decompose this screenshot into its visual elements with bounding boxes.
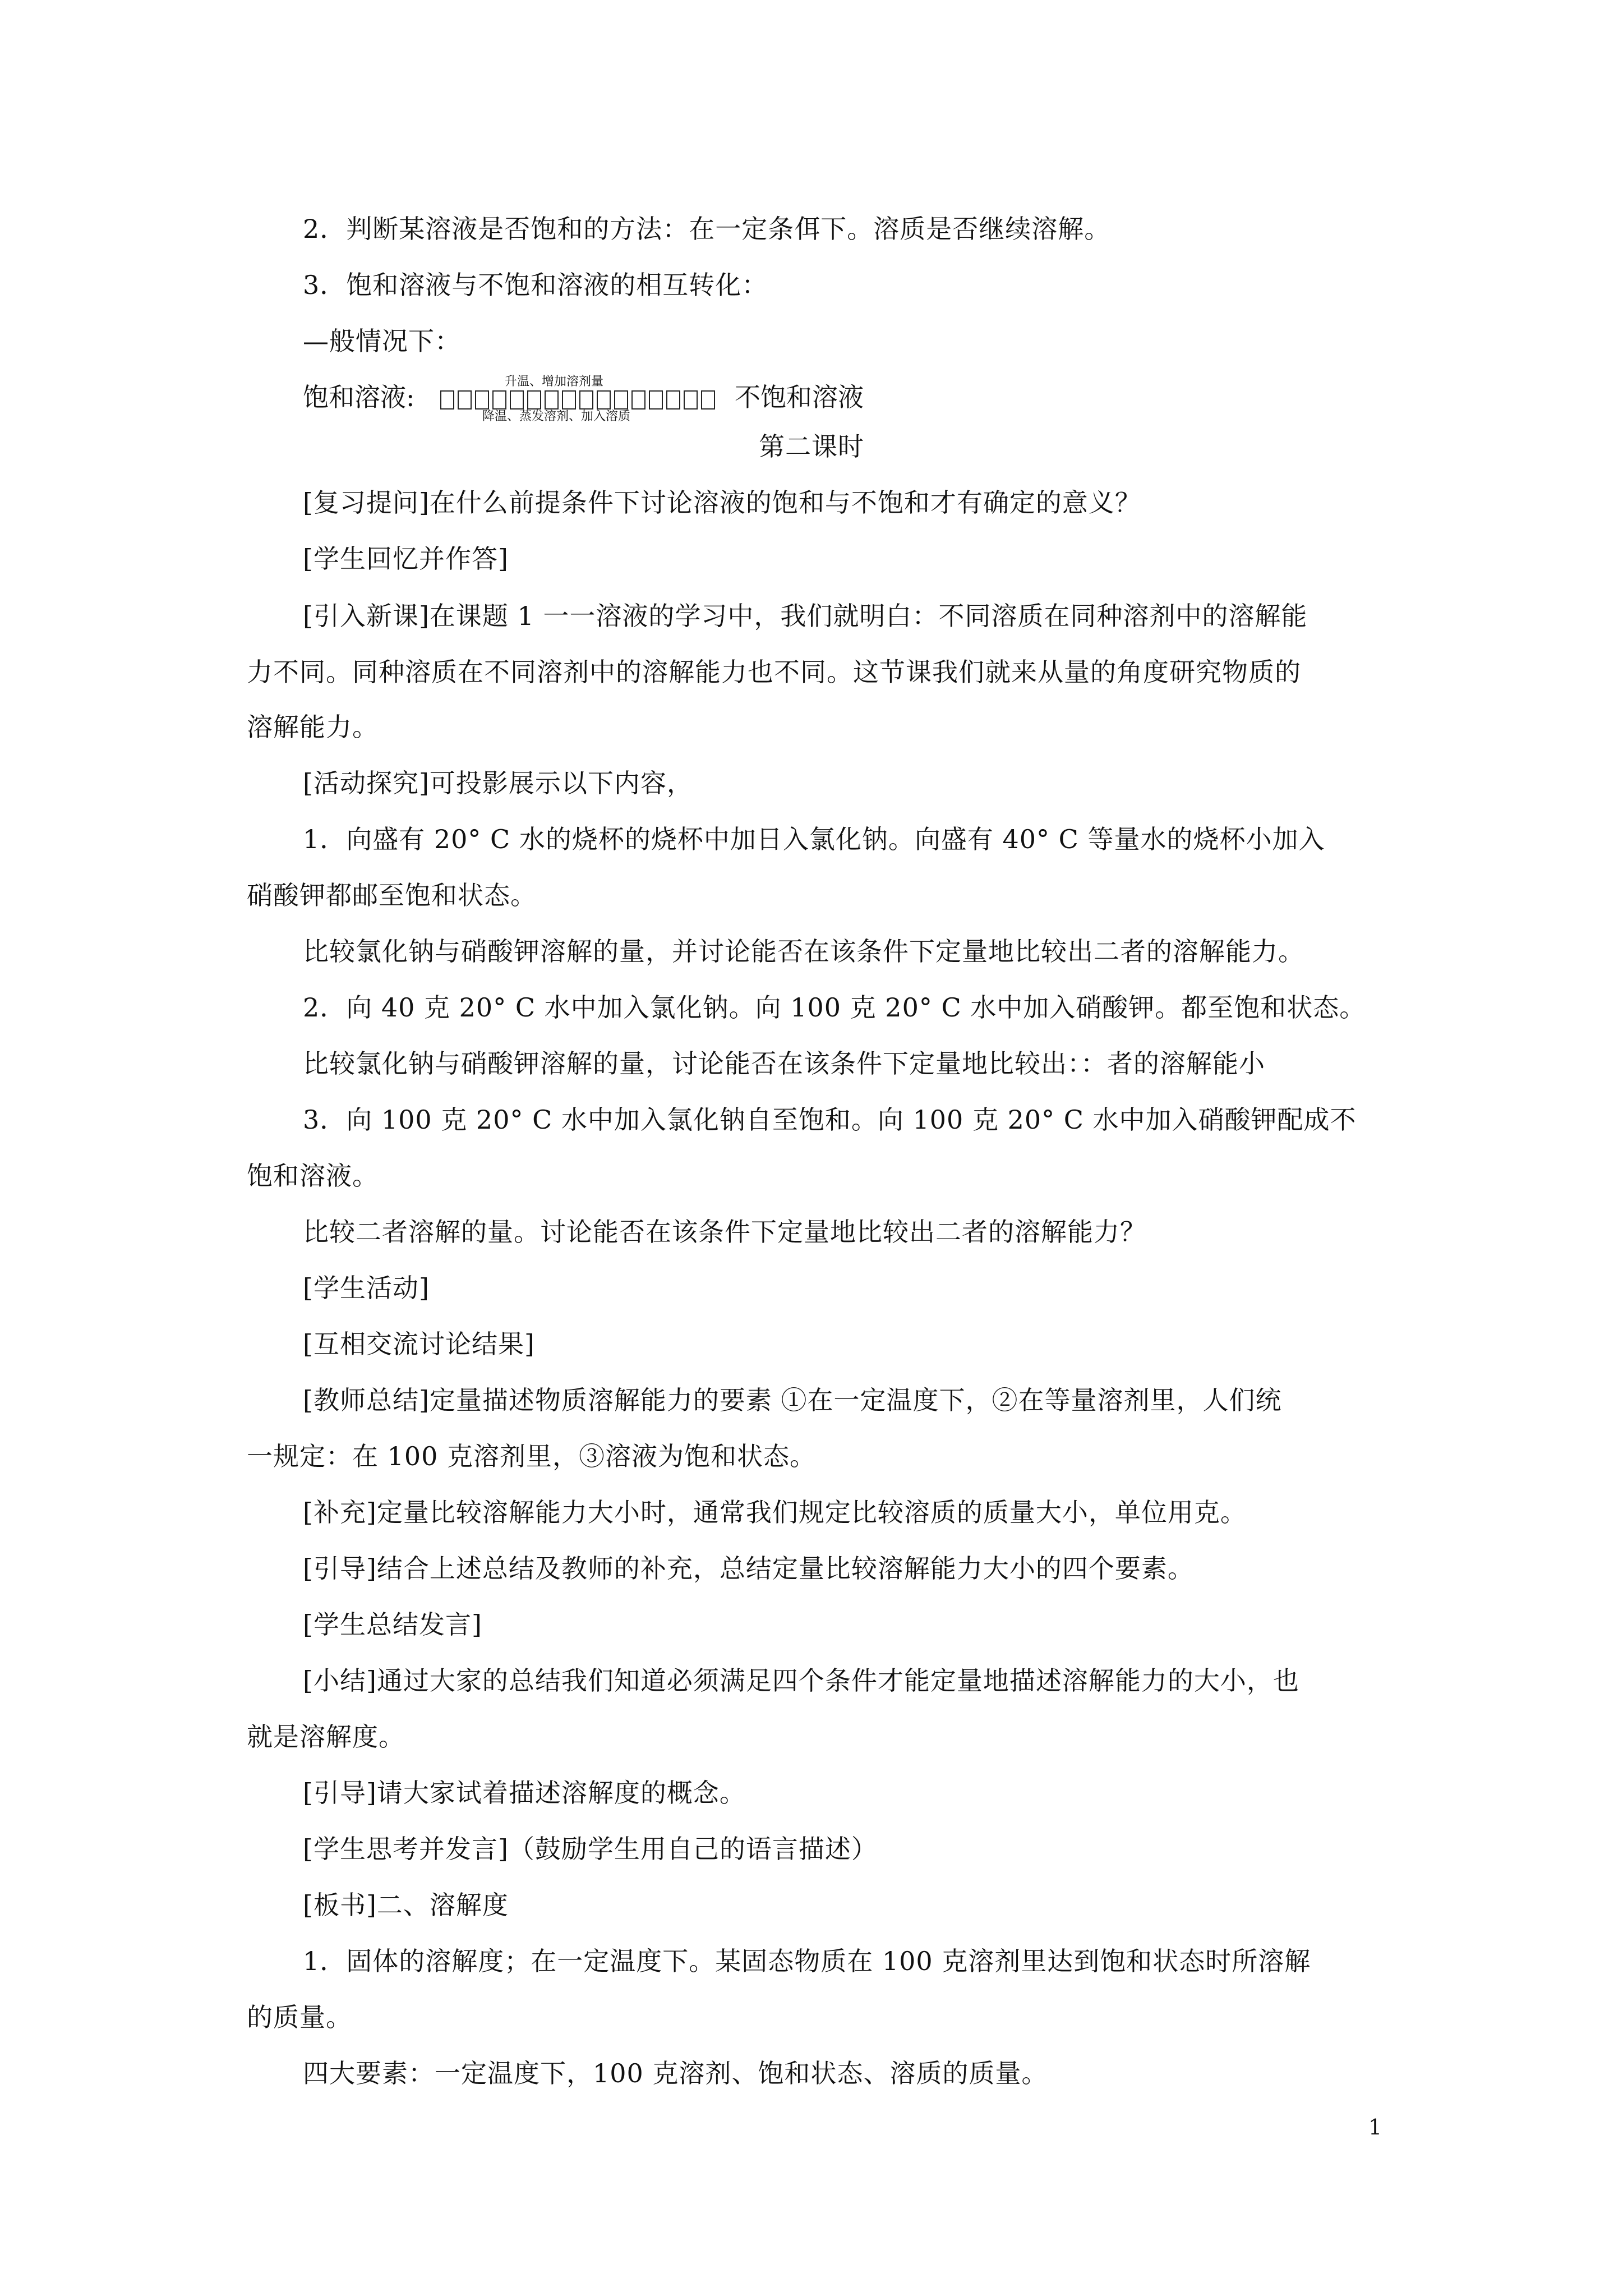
paragraph-line: [活动探究]可投影展示以下内容， [303,768,693,798]
paragraph-line: [引入新课]在课题 1 一一溶液的学习中，我们就明白：不同溶质在同种溶剂中的溶解能 [303,601,1308,631]
paragraph-line: 比较氯化钠与硝酸钾溶解的量，讨论能否在该条件下定量地比较出：：者的溶解能小 [303,1048,1265,1079]
paragraph-line: [学生思考并发言]（鼓励学生用自己的语言描述） [303,1834,878,1864]
paragraph-line: 就是溶解度。 [247,1722,405,1752]
paragraph-line: 2．向 40 克 20° C 水中加入氯化钠。向 100 克 20° C 水中加入硝酸钾。都至饱和状态。 [303,992,1366,1023]
paragraph-line: 3．饱和溶液与不饱和溶液的相互转化： [303,270,768,300]
paragraph-line: [板书]二、溶解度 [303,1890,509,1920]
paragraph-line: [引导]请大家试着描述溶解度的概念。 [303,1778,746,1808]
paragraph-line: 饱和溶液。 [247,1161,379,1191]
paragraph-line: 比较二者溶解的量。讨论能否在该条件下定量地比较出二者的溶解能力？ [303,1217,1146,1247]
equation-left-side: 饱和溶液: [303,382,415,412]
equation-right-side: 不饱和溶液 [735,382,864,412]
paragraph-line: 比较氯化钠与硝酸钾溶解的量，并讨论能否在该条件下定量地比较出二者的溶解能力。 [303,936,1304,967]
paragraph-line: 1．向盛有 20° C 水的烧杯的烧杯中加日入氯化钠。向盛有 40° C 等量水的烧杯小加入 [303,824,1325,854]
equation-upper-condition: 升温、增加溶剂量 [505,375,604,389]
paragraph-line: [引导]结合上述总结及教师的补充，总结定量比较溶解能力大小的四个要素。 [303,1553,1194,1584]
paragraph-line: [学生总结发言] [303,1609,482,1640]
equation-arrow-glyphs [440,390,721,412]
paragraph-line: 溶解能力。 [247,712,379,742]
equation-lower-condition: 降温、蒸发溶剂、加入溶质 [482,409,631,424]
paragraph-line: [学生回忆并作答] [303,544,509,574]
paragraph-line: [互相交流讨论结果] [303,1329,535,1359]
paragraph-line: [补充]定量比较溶解能力大小时，通常我们规定比较溶质的质量大小，单位用克。 [303,1497,1247,1527]
page-number: 1 [1368,2115,1382,2139]
paragraph-line: —般情况下： [303,326,461,356]
paragraph-line: 一规定：在 100 克溶剂里，③溶液为饱和状态。 [247,1441,817,1471]
paragraph-line: [小结]通过大家的总结我们知道必须满足四个条件才能定量地描述溶解能力的大小，也 [303,1665,1299,1696]
paragraph-line: 力不同。同种溶质在不同溶剂中的溶解能力也不同。这节课我们就来从量的角度研究物质的 [247,657,1301,687]
paragraph-line: 硝酸钾都邮至饱和状态。 [247,880,537,910]
conversion-equation [303,375,976,425]
paragraph-line: 四大要素：一定温度下，100 克溶剂、饱和状态、溶质的质量。 [303,2058,1048,2088]
paragraph-line: [教师总结]定量描述物质溶解能力的要素 ①在一定温度下，②在等量溶剂里，人们统 [303,1385,1282,1415]
paragraph-line: 1．固体的溶解度；在一定温度下。某固态物质在 100 克溶剂里达到饱和状态时所溶解 [303,1946,1311,1976]
paragraph-line: 3．向 100 克 20° C 水中加入氯化钠自至饱和。向 100 克 20° C 水中加入硝酸钾配成不 [303,1105,1357,1135]
paragraph-line: 2．判断某溶液是否饱和的方法：在一定条佴下。溶质是否继续溶解。 [303,214,1111,244]
paragraph-line: 的质量。 [247,2002,352,2032]
section-heading: 第二课时 [759,431,864,462]
paragraph-line: [复习提问]在什么前提条件下讨论溶液的饱和与不饱和才有确定的意义？ [303,487,1141,518]
paragraph-line: [学生活动] [303,1273,430,1303]
